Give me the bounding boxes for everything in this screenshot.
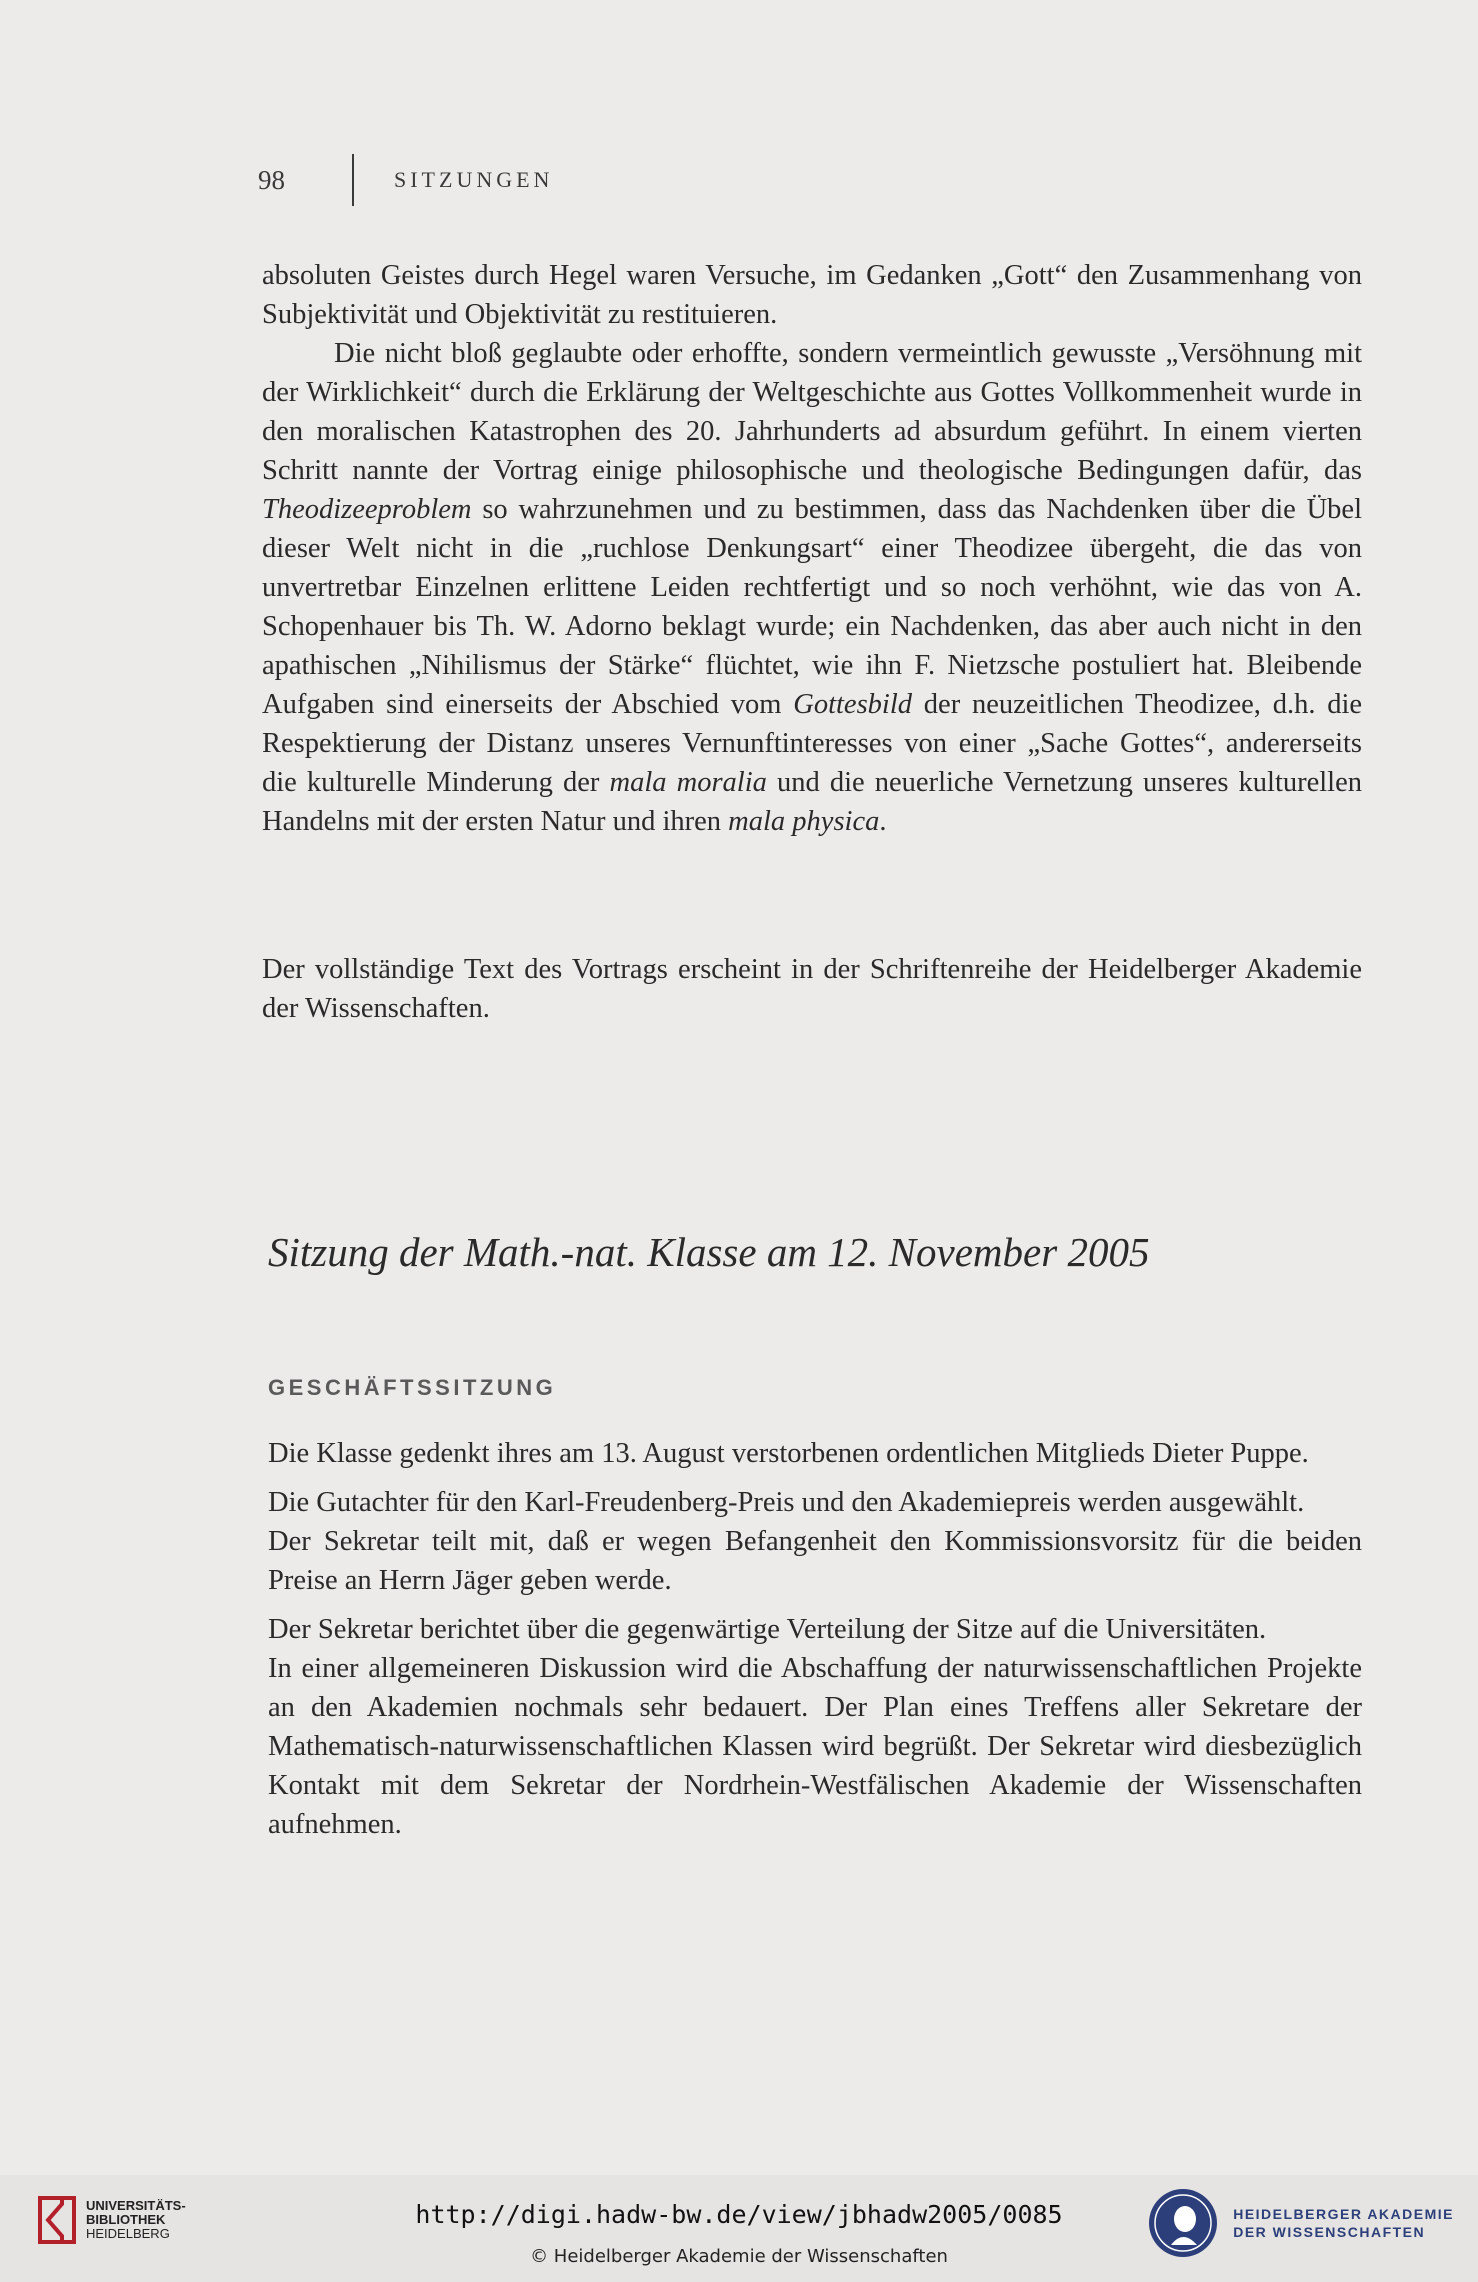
text-run: und die neuerliche Vernetzung unseres kulturellen Handelns mit der ersten Natur und ihren <box>262 767 1362 837</box>
minutes-list <box>268 1434 1362 1854</box>
paragraph: absoluten Geistes durch Hegel waren Versuche, im Gedanken „Gott“ den Zusammenhang von Subjektivität und Objektivität zu restituieren. <box>262 260 1362 330</box>
text-run: Die nicht bloß geglaubte oder erhoffte, sondern vermeintlich gewusste „Versöhnung mit der Wirklichkeit“ durch die Erklärung der Weltgeschichte aus Gottes Vollkommenheit wurde in den moralischen Katastrophen des 20. Jahrhunderts ad absurdum geführt. In einem vierten Schritt nannte der Vortrag einige philosophische und theologische Bedingungen dafür, das <box>262 338 1362 486</box>
italic-term: Gottesbild <box>793 689 913 720</box>
minutes-item: Die Gutachter für den Karl-Freudenberg-Preis und den Akademiepreis werden ausgewählt. <box>268 1487 1305 1518</box>
minutes-item: Die Klasse gedenkt ihres am 13. August verstorbenen ordentlichen Mitglieds Dieter Puppe. <box>268 1438 1309 1469</box>
text-run: . <box>879 806 887 837</box>
minutes-item: Der Sekretar teilt mit, daß er wegen Befangenheit den Kommissionsvorsitz für die beiden Preise an Herrn Jäger geben werde. <box>268 1526 1362 1596</box>
academy-name: DER WISSENSCHAFTEN <box>1233 2224 1426 2240</box>
body-text-continued <box>262 256 1362 841</box>
section-subheading: GESCHÄFTSSITZUNG <box>268 1375 557 1400</box>
library-name: HEIDELBERG <box>86 2226 170 2241</box>
academy-seal-icon <box>1147 2187 1219 2259</box>
minutes-item: Der Sekretar berichtet über die gegenwärtige Verteilung der Sitze auf die Universitäten. <box>268 1614 1267 1645</box>
copyright-notice: © Heidelberger Akademie der Wissenschaften <box>530 2246 948 2267</box>
running-title: SITZUNGEN <box>394 167 554 192</box>
italic-term: Theodizeeproblem <box>262 494 472 525</box>
academy-logo <box>1147 2187 1454 2259</box>
permalink-url[interactable]: http://digi.hadw-bw.de/view/jbhadw2005/0085 <box>415 2200 1063 2229</box>
paragraph <box>262 334 1362 841</box>
page-header <box>258 160 553 200</box>
body-text-note <box>262 950 1362 1028</box>
text-run: so wahrzunehmen und zu bestimmen, dass das Nachdenken über die Übel dieser Welt nicht in die „ruchlose Denkungsart“ einer Theodizee übergeht, die das von unvertretbar Einzelnen erlittene Leiden rechtfertigt und so noch verhöhnt, wie das von A. Schopenhauer bis Th. W. Adorno beklagt wurde; ein Nachdenken, das aber auch nicht in den apathischen „Nihilismus der Stärke“ flüchtet, wie ihn F. Nietzsche postuliert hat. Bleibende Aufgaben sind einerseits der Abschied vom <box>262 494 1362 720</box>
library-name: UNIVERSITÄTS- <box>86 2198 186 2213</box>
section-heading: Sitzung der Math.-nat. Klasse am 12. November 2005 <box>268 1229 1150 1275</box>
paragraph: Der vollständige Text des Vortrags erscheint in der Schriftenreihe der Heidelberger Akademie der Wissenschaften. <box>262 954 1362 1024</box>
library-name: BIBLIOTHEK <box>86 2212 166 2227</box>
header-divider <box>352 154 354 206</box>
academy-name: HEIDELBERGER AKADEMIE <box>1233 2206 1454 2222</box>
italic-term: mala physica <box>728 806 880 837</box>
minutes-item: In einer allgemeineren Diskussion wird die Abschaffung der naturwissenschaftlichen Projekte an den Akademien nochmals sehr bedauert. Der Plan eines Treffens aller Sekretare der Mathematisch-naturwissenschaftlichen Klassen wird begrüßt. Der Sekretar wird diesbezüglich Kontakt mit dem Sekretar der Nordrhein-Westfälischen Akademie der Wissenschaften aufnehmen. <box>268 1653 1362 1840</box>
page-number: 98 <box>258 164 285 195</box>
text-run: der neuzeitlichen Theodizee, d.h. die Respektierung der Distanz unseres Vernunftinteresses von einer „Sache Gottes“, andererseits die kulturelle Minderung der <box>262 689 1363 798</box>
italic-term: mala moralia <box>609 767 767 798</box>
